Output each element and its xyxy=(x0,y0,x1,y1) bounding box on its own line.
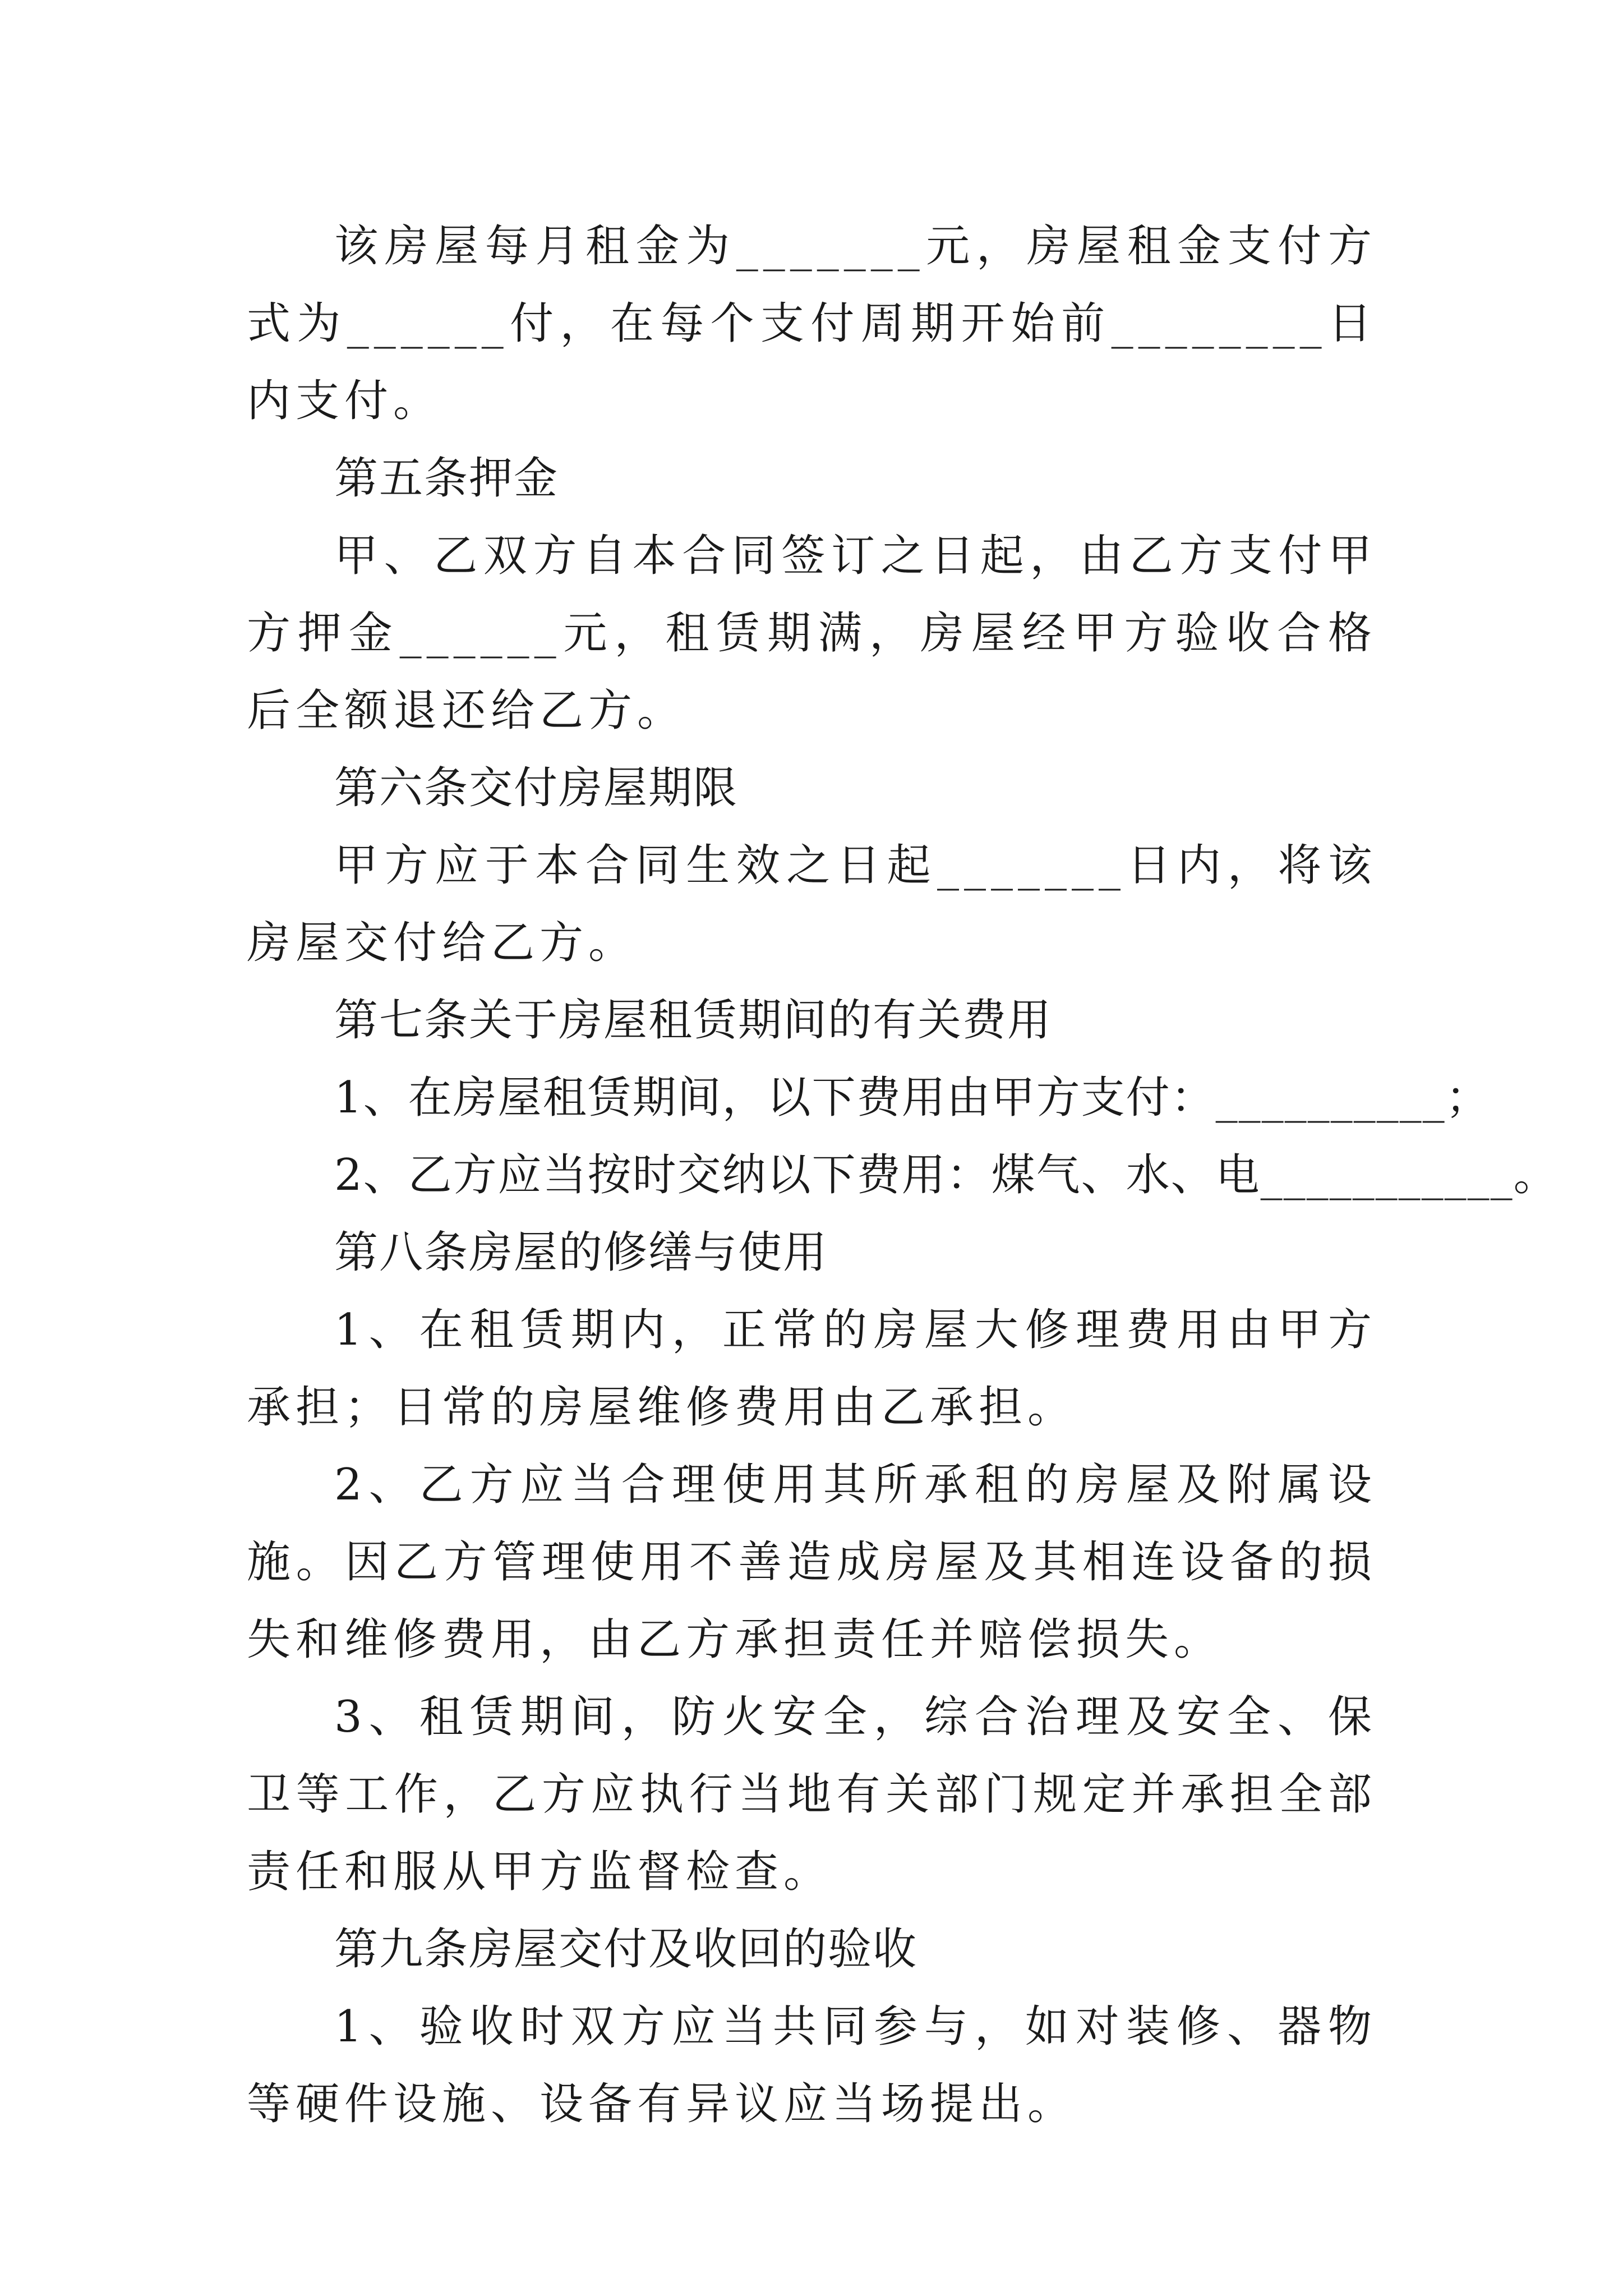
article-7-heading: 第七条关于房屋租赁期间的有关费用 xyxy=(334,995,1053,1046)
article-6-heading: 第六条交付房屋期限 xyxy=(334,763,739,813)
repair-item-3: 3、租赁期间，防火安全，综合治理及安全、保卫等工作，乙方应执行当地有关部门规定并承担全部责任和服从甲方监督检查。 xyxy=(247,1692,1377,1897)
rent-payment-paragraph: 该房屋每月租金为_______元，房屋租金支付方式为______付，在每个支付周期开始前________日内支付。 xyxy=(247,221,1377,426)
fees-item-2: 2、乙方应当按时交纳以下费用：煤气、水、电___________。 xyxy=(334,1150,1559,1200)
document-body xyxy=(247,208,1559,2143)
inspection-item-1: 1、验收时双方应当共同参与，如对装修、器物等硬件设施、设备有异议应当场提出。 xyxy=(247,2001,1377,2129)
deposit-paragraph: 甲、乙双方自本合同签订之日起，由乙方支付甲方押金______元，租赁期满，房屋经甲方验收合格后全额退还给乙方。 xyxy=(247,531,1377,736)
repair-item-1: 1、在租赁期内，正常的房屋大修理费用由甲方承担；日常的房屋维修费用由乙承担。 xyxy=(247,1305,1377,1433)
article-9-heading: 第九条房屋交付及收回的验收 xyxy=(334,1924,918,1975)
repair-item-2: 2、乙方应当合理使用其所承租的房屋及附属设施。因乙方管理使用不善造成房屋及其相连设备的损失和维修费用，由乙方承担责任并赔偿损失。 xyxy=(247,1460,1377,1665)
fees-item-1: 1、在房屋租赁期间，以下费用由甲方支付：__________； xyxy=(334,1073,1491,1123)
article-8-heading: 第八条房屋的修缮与使用 xyxy=(334,1227,828,1278)
article-5-heading: 第五条押金 xyxy=(334,453,559,504)
delivery-deadline-paragraph: 甲方应于本合同生效之日起_______日内，将该房屋交付给乙方。 xyxy=(247,840,1377,968)
